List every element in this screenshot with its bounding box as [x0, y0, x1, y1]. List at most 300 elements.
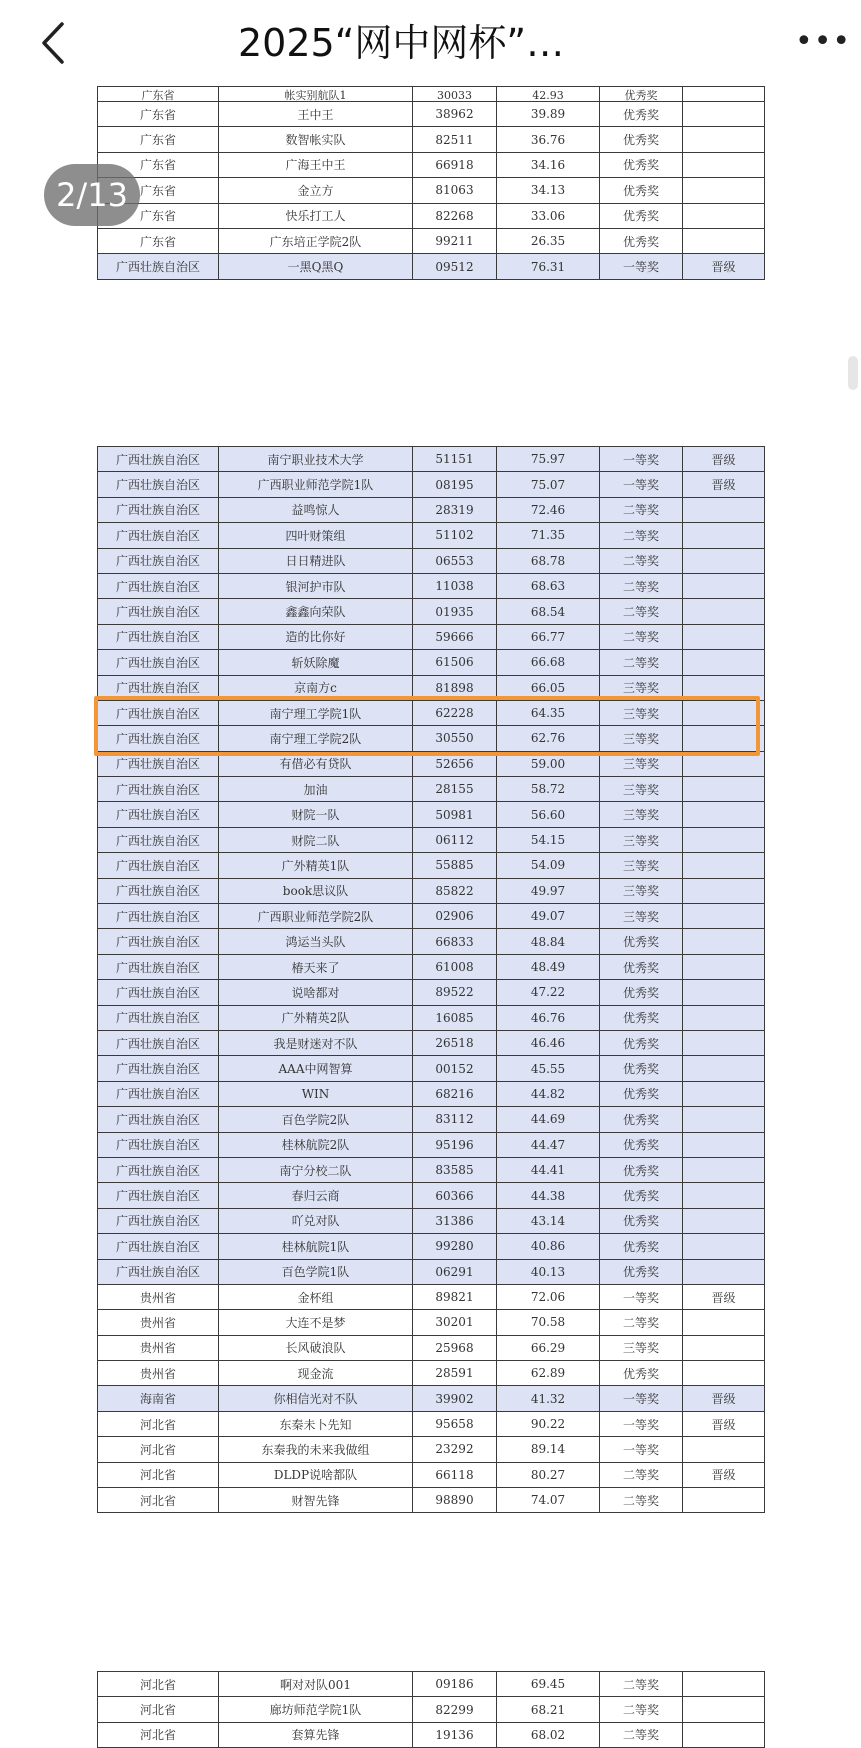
award-cell: 三等奖 [600, 827, 683, 852]
region-cell: 广东省 [98, 102, 219, 127]
region-cell: 广西壮族自治区 [98, 472, 219, 497]
advance-cell [683, 87, 765, 102]
score-cell: 44.38 [497, 1183, 600, 1208]
region-cell: 贵州省 [98, 1335, 219, 1360]
score-cell: 48.84 [497, 929, 600, 954]
award-cell: 三等奖 [600, 751, 683, 776]
team-id-cell: 89522 [413, 980, 497, 1005]
team-name-cell: 百色学院1队 [219, 1259, 413, 1284]
team-name-cell: 京南方c [219, 675, 413, 700]
team-id-cell: 09512 [413, 254, 497, 279]
team-name-cell: 广东培正学院2队 [219, 228, 413, 253]
advance-cell [683, 802, 765, 827]
table-row [98, 1488, 765, 1513]
table-row [98, 1386, 765, 1411]
region-cell: 广西壮族自治区 [98, 523, 219, 548]
table-row [98, 1005, 765, 1030]
table-row [98, 1234, 765, 1259]
award-cell: 二等奖 [600, 1697, 683, 1722]
score-cell: 66.68 [497, 650, 600, 675]
award-cell: 二等奖 [600, 650, 683, 675]
advance-cell [683, 1107, 765, 1132]
team-id-cell: 82511 [413, 127, 497, 152]
advance-cell [683, 497, 765, 522]
team-id-cell: 83585 [413, 1157, 497, 1182]
table-row [98, 904, 765, 929]
award-cell: 一等奖 [600, 447, 683, 472]
team-id-cell: 66918 [413, 152, 497, 177]
team-name-cell: 东秦未卜先知 [219, 1411, 413, 1436]
team-name-cell: AAA中网智算 [219, 1056, 413, 1081]
score-cell: 34.16 [497, 152, 600, 177]
region-cell: 广西壮族自治区 [98, 650, 219, 675]
team-name-cell: 银河护市队 [219, 573, 413, 598]
award-cell: 三等奖 [600, 700, 683, 725]
team-name-cell: 财院一队 [219, 802, 413, 827]
score-cell: 68.21 [497, 1697, 600, 1722]
award-cell: 优秀奖 [600, 228, 683, 253]
score-cell: 46.76 [497, 1005, 600, 1030]
advance-cell [683, 548, 765, 573]
team-name-cell: DLDP说啥都队 [219, 1462, 413, 1487]
team-id-cell: 11038 [413, 573, 497, 598]
team-id-cell: 55885 [413, 853, 497, 878]
award-cell: 优秀奖 [600, 152, 683, 177]
team-name-cell: 吖兑对队 [219, 1208, 413, 1233]
team-name-cell: 广外精英2队 [219, 1005, 413, 1030]
team-id-cell: 31386 [413, 1208, 497, 1233]
award-cell: 一等奖 [600, 1386, 683, 1411]
award-cell: 二等奖 [600, 497, 683, 522]
team-name-cell: 造的比你好 [219, 624, 413, 649]
team-name-cell: 帐实别航队1 [219, 87, 413, 102]
team-id-cell: 09186 [413, 1672, 497, 1697]
team-id-cell: 52656 [413, 751, 497, 776]
score-cell: 90.22 [497, 1411, 600, 1436]
award-cell: 一等奖 [600, 1437, 683, 1462]
team-id-cell: 06112 [413, 827, 497, 852]
region-cell: 广西壮族自治区 [98, 980, 219, 1005]
table-row [98, 472, 765, 497]
team-id-cell: 89821 [413, 1284, 497, 1309]
team-id-cell: 06553 [413, 548, 497, 573]
region-cell: 广西壮族自治区 [98, 929, 219, 954]
table-row-partial [98, 87, 765, 102]
table-row [98, 1672, 765, 1697]
score-cell: 34.13 [497, 178, 600, 203]
back-button[interactable] [34, 18, 80, 68]
table-row [98, 650, 765, 675]
score-cell: 41.32 [497, 1386, 600, 1411]
score-cell: 36.76 [497, 127, 600, 152]
region-cell: 广东省 [98, 203, 219, 228]
region-cell: 广东省 [98, 178, 219, 203]
score-cell: 42.93 [497, 87, 600, 102]
team-id-cell: 95658 [413, 1411, 497, 1436]
table-row [98, 523, 765, 548]
team-name-cell: 广西职业师范学院2队 [219, 904, 413, 929]
team-name-cell: 王中王 [219, 102, 413, 127]
award-cell: 优秀奖 [600, 1183, 683, 1208]
region-cell: 广西壮族自治区 [98, 827, 219, 852]
score-cell: 68.63 [497, 573, 600, 598]
team-name-cell: 啊对对队001 [219, 1672, 413, 1697]
table-row [98, 1697, 765, 1722]
team-name-cell: 我是财迷对不队 [219, 1030, 413, 1055]
team-id-cell: 16085 [413, 1005, 497, 1030]
region-cell: 广西壮族自治区 [98, 1208, 219, 1233]
advance-cell: 晋级 [683, 447, 765, 472]
table-row [98, 853, 765, 878]
team-id-cell: 00152 [413, 1056, 497, 1081]
score-cell: 46.46 [497, 1030, 600, 1055]
award-cell: 二等奖 [600, 1672, 683, 1697]
table-row [98, 802, 765, 827]
region-cell: 广西壮族自治区 [98, 853, 219, 878]
award-cell: 优秀奖 [600, 929, 683, 954]
award-cell: 优秀奖 [600, 1030, 683, 1055]
score-cell: 68.78 [497, 548, 600, 573]
table-row [98, 1335, 765, 1360]
advance-cell [683, 929, 765, 954]
advance-cell [683, 700, 765, 725]
award-cell: 一等奖 [600, 1284, 683, 1309]
score-cell: 54.09 [497, 853, 600, 878]
team-id-cell: 28155 [413, 777, 497, 802]
table-row [98, 1183, 765, 1208]
region-cell: 贵州省 [98, 1284, 219, 1309]
team-name-cell: 益鸣惊人 [219, 497, 413, 522]
team-name-cell: 财院二队 [219, 827, 413, 852]
score-cell: 40.86 [497, 1234, 600, 1259]
award-cell: 一等奖 [600, 472, 683, 497]
top-bar [0, 0, 861, 86]
team-id-cell: 26518 [413, 1030, 497, 1055]
page-title: 2025“网中网杯”… [238, 21, 565, 65]
table-row [98, 447, 765, 472]
team-id-cell: 02906 [413, 904, 497, 929]
score-cell: 58.72 [497, 777, 600, 802]
region-cell: 广西壮族自治区 [98, 802, 219, 827]
region-cell: 广东省 [98, 152, 219, 177]
region-cell: 广西壮族自治区 [98, 447, 219, 472]
team-name-cell: 南宁分校二队 [219, 1157, 413, 1182]
advance-cell [683, 827, 765, 852]
team-id-cell: 59666 [413, 624, 497, 649]
advance-cell [683, 1488, 765, 1513]
award-cell: 优秀奖 [600, 1208, 683, 1233]
advance-cell: 晋级 [683, 1411, 765, 1436]
team-name-cell: 桂林航院1队 [219, 1234, 413, 1259]
team-id-cell: 81898 [413, 675, 497, 700]
score-cell: 68.54 [497, 599, 600, 624]
region-cell: 广西壮族自治区 [98, 573, 219, 598]
award-cell: 三等奖 [600, 802, 683, 827]
table-row [98, 929, 765, 954]
advance-cell [683, 675, 765, 700]
advance-cell [683, 1259, 765, 1284]
team-id-cell: 51102 [413, 523, 497, 548]
table-row [98, 777, 765, 802]
award-cell: 三等奖 [600, 853, 683, 878]
region-cell: 广西壮族自治区 [98, 1005, 219, 1030]
award-cell: 优秀奖 [600, 87, 683, 102]
team-id-cell: 28591 [413, 1361, 497, 1386]
advance-cell [683, 1030, 765, 1055]
advance-cell [683, 1183, 765, 1208]
award-cell: 三等奖 [600, 675, 683, 700]
team-name-cell: 有借必有贷队 [219, 751, 413, 776]
results-table-part-1 [97, 86, 765, 280]
table-row [98, 1030, 765, 1055]
table-row [98, 573, 765, 598]
table-row [98, 827, 765, 852]
award-cell: 二等奖 [600, 624, 683, 649]
advance-cell [683, 1672, 765, 1697]
team-name-cell: 百色学院2队 [219, 1107, 413, 1132]
team-id-cell: 66833 [413, 929, 497, 954]
region-cell: 河北省 [98, 1437, 219, 1462]
team-name-cell: 现金流 [219, 1361, 413, 1386]
award-cell: 优秀奖 [600, 1132, 683, 1157]
award-cell: 一等奖 [600, 1411, 683, 1436]
score-cell: 72.46 [497, 497, 600, 522]
team-name-cell: 套算先锋 [219, 1722, 413, 1747]
team-id-cell: 23292 [413, 1437, 497, 1462]
team-name-cell: 廊坊师范学院1队 [219, 1697, 413, 1722]
score-cell: 45.55 [497, 1056, 600, 1081]
region-cell: 河北省 [98, 1697, 219, 1722]
table-row [98, 599, 765, 624]
table-row [98, 878, 765, 903]
team-name-cell: 鑫鑫向荣队 [219, 599, 413, 624]
region-cell: 广西壮族自治区 [98, 700, 219, 725]
team-id-cell: 99280 [413, 1234, 497, 1259]
advance-cell [683, 152, 765, 177]
team-name-cell: 桂林航院2队 [219, 1132, 413, 1157]
score-cell: 40.13 [497, 1259, 600, 1284]
region-cell: 河北省 [98, 1411, 219, 1436]
region-cell: 河北省 [98, 1672, 219, 1697]
award-cell: 三等奖 [600, 878, 683, 903]
region-cell: 广西壮族自治区 [98, 1081, 219, 1106]
table-row [98, 102, 765, 127]
advance-cell [683, 777, 765, 802]
page-indicator-badge: 2/13 [44, 164, 140, 226]
region-cell: 广西壮族自治区 [98, 675, 219, 700]
table-row [98, 726, 765, 751]
award-cell: 二等奖 [600, 1310, 683, 1335]
team-name-cell: 说啥都对 [219, 980, 413, 1005]
table-row [98, 751, 765, 776]
award-cell: 优秀奖 [600, 1107, 683, 1132]
score-cell: 75.07 [497, 472, 600, 497]
table-row [98, 228, 765, 253]
region-cell: 广西壮族自治区 [98, 751, 219, 776]
team-id-cell: 30201 [413, 1310, 497, 1335]
team-name-cell: 东秦我的未来我做组 [219, 1437, 413, 1462]
region-cell: 广西壮族自治区 [98, 1183, 219, 1208]
table-row [98, 1132, 765, 1157]
team-name-cell: 斩妖除魔 [219, 650, 413, 675]
team-name-cell: 椿天来了 [219, 954, 413, 979]
award-cell: 优秀奖 [600, 127, 683, 152]
region-cell: 广西壮族自治区 [98, 954, 219, 979]
team-name-cell: 广海王中王 [219, 152, 413, 177]
score-cell: 64.35 [497, 700, 600, 725]
score-cell: 44.47 [497, 1132, 600, 1157]
advance-cell: 晋级 [683, 1284, 765, 1309]
award-cell: 三等奖 [600, 777, 683, 802]
advance-cell: 晋级 [683, 1386, 765, 1411]
region-cell: 广东省 [98, 228, 219, 253]
score-cell: 47.22 [497, 980, 600, 1005]
table-row [98, 954, 765, 979]
team-name-cell: 长风破浪队 [219, 1335, 413, 1360]
score-cell: 74.07 [497, 1488, 600, 1513]
score-cell: 54.15 [497, 827, 600, 852]
team-name-cell: 日日精进队 [219, 548, 413, 573]
region-cell: 广东省 [98, 127, 219, 152]
table-row [98, 178, 765, 203]
award-cell: 优秀奖 [600, 1361, 683, 1386]
advance-cell [683, 1208, 765, 1233]
table-row [98, 980, 765, 1005]
score-cell: 89.14 [497, 1437, 600, 1462]
advance-cell [683, 1361, 765, 1386]
award-cell: 三等奖 [600, 904, 683, 929]
table-row [98, 1284, 765, 1309]
team-name-cell: 四叶财策组 [219, 523, 413, 548]
region-cell: 广西壮族自治区 [98, 904, 219, 929]
advance-cell [683, 1722, 765, 1747]
advance-cell [683, 599, 765, 624]
team-name-cell: 南宁职业技术大学 [219, 447, 413, 472]
table-row [98, 1310, 765, 1335]
results-table-part-2 [97, 446, 765, 1513]
score-cell: 43.14 [497, 1208, 600, 1233]
award-cell: 优秀奖 [600, 1259, 683, 1284]
award-cell: 优秀奖 [600, 1081, 683, 1106]
team-id-cell: 61506 [413, 650, 497, 675]
team-id-cell: 01935 [413, 599, 497, 624]
team-name-cell: 加油 [219, 777, 413, 802]
score-cell: 44.41 [497, 1157, 600, 1182]
team-id-cell: 39902 [413, 1386, 497, 1411]
region-cell: 广西壮族自治区 [98, 1030, 219, 1055]
team-name-cell: 南宁理工学院2队 [219, 726, 413, 751]
table-row [98, 675, 765, 700]
region-cell: 贵州省 [98, 1361, 219, 1386]
score-cell: 49.97 [497, 878, 600, 903]
team-id-cell: 98890 [413, 1488, 497, 1513]
team-id-cell: 30550 [413, 726, 497, 751]
team-name-cell: 金杯组 [219, 1284, 413, 1309]
team-name-cell: 南宁理工学院1队 [219, 700, 413, 725]
table-row [98, 152, 765, 177]
award-cell: 优秀奖 [600, 1005, 683, 1030]
team-id-cell: 50981 [413, 802, 497, 827]
advance-cell [683, 980, 765, 1005]
team-id-cell: 95196 [413, 1132, 497, 1157]
advance-cell [683, 1335, 765, 1360]
award-cell: 优秀奖 [600, 954, 683, 979]
team-id-cell: 81063 [413, 178, 497, 203]
table-row [98, 1411, 765, 1436]
advance-cell [683, 904, 765, 929]
team-id-cell: 82268 [413, 203, 497, 228]
team-id-cell: 82299 [413, 1697, 497, 1722]
team-id-cell: 30033 [413, 87, 497, 102]
advance-cell [683, 228, 765, 253]
advance-cell [683, 102, 765, 127]
score-cell: 70.58 [497, 1310, 600, 1335]
award-cell: 二等奖 [600, 1488, 683, 1513]
award-cell: 一等奖 [600, 254, 683, 279]
score-cell: 62.76 [497, 726, 600, 751]
score-cell: 62.89 [497, 1361, 600, 1386]
team-name-cell: 广西职业师范学院1队 [219, 472, 413, 497]
team-name-cell: 大连不是梦 [219, 1310, 413, 1335]
table-row [98, 1462, 765, 1487]
score-cell: 26.35 [497, 228, 600, 253]
score-cell: 56.60 [497, 802, 600, 827]
advance-cell [683, 203, 765, 228]
award-cell: 优秀奖 [600, 203, 683, 228]
region-cell: 广西壮族自治区 [98, 726, 219, 751]
team-id-cell: 38962 [413, 102, 497, 127]
chevron-left-icon [34, 18, 80, 68]
team-id-cell: 51151 [413, 447, 497, 472]
region-cell: 广东省 [98, 87, 219, 102]
advance-cell [683, 1234, 765, 1259]
team-id-cell: 25968 [413, 1335, 497, 1360]
advance-cell [683, 1310, 765, 1335]
table-row [98, 1056, 765, 1081]
score-cell: 75.97 [497, 447, 600, 472]
score-cell: 71.35 [497, 523, 600, 548]
score-cell: 66.29 [497, 1335, 600, 1360]
more-options-button[interactable]: ••• [795, 24, 852, 59]
score-cell: 68.02 [497, 1722, 600, 1747]
table-row [98, 1208, 765, 1233]
advance-cell [683, 127, 765, 152]
score-cell: 59.00 [497, 751, 600, 776]
region-cell: 广西壮族自治区 [98, 624, 219, 649]
score-cell: 33.06 [497, 203, 600, 228]
score-cell: 66.77 [497, 624, 600, 649]
advance-cell [683, 751, 765, 776]
advance-cell [683, 726, 765, 751]
scrollbar-thumb[interactable] [848, 356, 858, 390]
score-cell: 80.27 [497, 1462, 600, 1487]
team-name-cell: 你相信光对不队 [219, 1386, 413, 1411]
team-id-cell: 61008 [413, 954, 497, 979]
team-id-cell: 83112 [413, 1107, 497, 1132]
advance-cell [683, 1437, 765, 1462]
award-cell: 二等奖 [600, 523, 683, 548]
team-name-cell: WIN [219, 1081, 413, 1106]
team-id-cell: 99211 [413, 228, 497, 253]
award-cell: 优秀奖 [600, 1157, 683, 1182]
advance-cell: 晋级 [683, 254, 765, 279]
team-id-cell: 66118 [413, 1462, 497, 1487]
award-cell: 二等奖 [600, 548, 683, 573]
team-id-cell: 85822 [413, 878, 497, 903]
award-cell: 优秀奖 [600, 1056, 683, 1081]
award-cell: 优秀奖 [600, 980, 683, 1005]
region-cell: 广西壮族自治区 [98, 1157, 219, 1182]
